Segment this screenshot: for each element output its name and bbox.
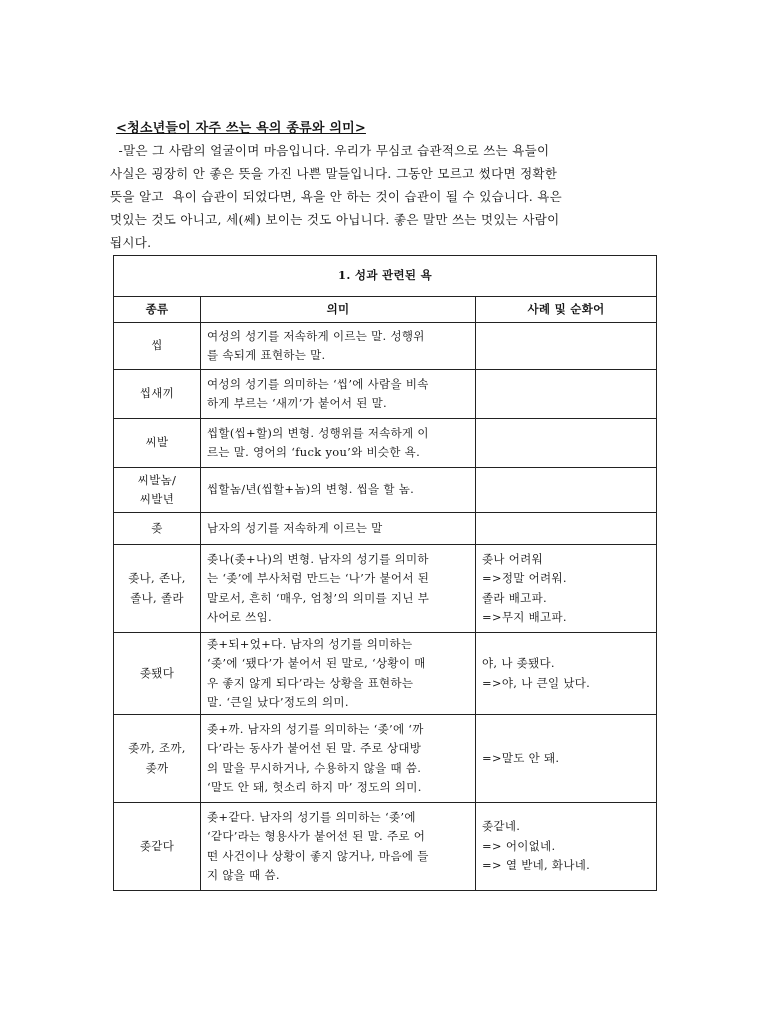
meaning-cell-line: 르는 말. 영어의 ‘fuck you’와 비슷한 욕. xyxy=(207,445,421,459)
meaning-cell-line: 는 ‘좆’에 부사처럼 만드는 ‘나’가 붙어서 된 xyxy=(207,571,430,585)
example-cell xyxy=(476,419,657,468)
table-row xyxy=(114,513,657,545)
example-cell xyxy=(476,545,657,633)
example-cell-line: 졸라 배고파. xyxy=(482,590,547,605)
intro-line: 됩시다. xyxy=(110,235,152,250)
table-row xyxy=(114,633,657,715)
term-cell xyxy=(114,323,201,370)
meaning-cell xyxy=(201,513,476,545)
example-cell-line: => 어이없네. xyxy=(482,838,556,853)
term-cell-line: 씹새끼 xyxy=(139,386,175,401)
meaning-cell-line: 지 않을 때 씀. xyxy=(207,868,280,882)
meaning-cell-line: 다’라는 동사가 붙어선 된 말. 주로 상대방 xyxy=(207,741,422,755)
column-header-example: 사례 및 순화어 xyxy=(476,297,657,323)
example-cell xyxy=(476,715,657,803)
meaning-cell-line: 좆나(좆+나)의 변형. 남자의 성기를 의미하 xyxy=(207,551,429,566)
example-cell-line: =>야, 나 큰일 났다. xyxy=(482,675,591,690)
meaning-cell-line: 여성의 성기를 저속하게 이르는 말. 성행위 xyxy=(207,328,425,343)
intro-line: 사실은 굉장히 안 좋은 뜻을 가진 나쁜 말들입니다. 그동안 모르고 썼다면 정확한 xyxy=(110,166,558,181)
example-cell-line: =>무지 배고파. xyxy=(482,610,567,624)
meaning-cell xyxy=(201,323,476,370)
term-cell-line: 좆나, 존나, xyxy=(128,571,186,585)
term-cell-line: 씹 xyxy=(151,338,163,353)
meaning-cell-line: 를 속되게 표현하는 말. xyxy=(207,348,326,362)
term-cell xyxy=(114,803,201,891)
meaning-cell xyxy=(201,545,476,633)
term-cell xyxy=(114,468,201,513)
intro-line: 뜻을 알고 욕이 습관이 되었다면, 욕을 안 하는 것이 습관이 될 수 있습니다. 욕은 xyxy=(110,189,562,204)
term-cell-line: 씨발년 xyxy=(139,492,175,506)
table-row xyxy=(114,715,657,803)
meaning-cell-line: 씹할(씹+할)의 변형. 성행위를 저속하게 이 xyxy=(207,425,429,440)
term-cell-line: 씨발놈/ xyxy=(137,472,177,487)
term-cell xyxy=(114,513,201,545)
meaning-cell xyxy=(201,370,476,419)
table-row xyxy=(114,803,657,891)
term-cell-line: 좆 xyxy=(151,520,163,535)
meaning-cell-line: 하게 부르는 ‘새끼’가 붙어서 된 말. xyxy=(207,396,387,410)
table-row xyxy=(114,419,657,468)
meaning-cell-line: 떤 사건이나 상황이 좋지 않거나, 마음에 들 xyxy=(207,848,429,863)
meaning-cell xyxy=(201,803,476,891)
term-cell-line: 좆같다 xyxy=(139,838,175,853)
intro-line: 멋있는 것도 아니고, 세(쎄) 보이는 것도 아닙니다. 좋은 말만 쓰는 멋있는 사람이 xyxy=(110,212,560,227)
meaning-cell-line: 여성의 성기를 의미하는 ‘씹’에 사람을 비속 xyxy=(207,376,429,391)
example-cell-line: 좆나 어려워 xyxy=(482,551,543,566)
meaning-cell xyxy=(201,633,476,715)
column-header-meaning: 의미 xyxy=(201,297,476,323)
table-row xyxy=(114,370,657,419)
meaning-cell-line: ‘같다’라는 형용사가 붙어선 된 말. 주로 어 xyxy=(207,829,426,843)
example-cell-line: 좆같네. xyxy=(482,819,521,834)
table-row xyxy=(114,545,657,633)
meaning-cell-line: 좆+같다. 남자의 성기를 의미하는 ‘좆’에 xyxy=(207,809,416,824)
term-cell-line: 좆까 xyxy=(145,760,169,775)
example-cell xyxy=(476,468,657,513)
meaning-cell-line: 우 좋지 않게 되다’라는 상황을 표현하는 xyxy=(207,675,414,690)
example-cell xyxy=(476,513,657,545)
example-cell-line: 야, 나 좆됐다. xyxy=(482,656,555,670)
term-cell-line: 좆됐다 xyxy=(139,665,175,680)
profanity-table xyxy=(113,255,657,891)
table-caption: 1. 성과 관련된 욕 xyxy=(114,256,657,297)
term-cell-line: 씨발 xyxy=(145,435,169,450)
meaning-cell-line: 사어로 쓰임. xyxy=(207,610,272,624)
term-cell xyxy=(114,370,201,419)
document-title: <청소년들이 자주 쓰는 욕의 종류와 의미> xyxy=(116,121,366,136)
column-header-type: 종류 xyxy=(114,297,201,323)
meaning-cell-line: 말로서, 흔히 ‘매우, 엄청’의 의미를 지닌 부 xyxy=(207,590,430,605)
table-row xyxy=(114,323,657,370)
meaning-cell-line: 좆+되+었+다. 남자의 성기를 의미하는 xyxy=(207,636,413,651)
meaning-cell-line: 좆+까. 남자의 성기를 의미하는 ‘좆’에 ‘까 xyxy=(207,721,424,736)
term-cell xyxy=(114,545,201,633)
meaning-cell-line: 말. ‘큰일 났다’정도의 의미. xyxy=(207,695,349,709)
example-cell xyxy=(476,803,657,891)
meaning-cell-line: ‘좆’에 ‘됐다’가 붙어서 된 말로, ‘상황이 매 xyxy=(207,656,426,670)
term-cell xyxy=(114,419,201,468)
meaning-cell xyxy=(201,468,476,513)
term-cell xyxy=(114,715,201,803)
meaning-cell-line: 씹할놈/년(씹할+놈)의 변형. 씹을 할 놈. xyxy=(207,482,415,497)
term-cell-line: 졸나, 졸라 xyxy=(130,590,184,605)
meaning-cell-line: 의 말을 무시하거나, 수용하지 않을 때 씀. xyxy=(207,760,422,775)
example-cell xyxy=(476,633,657,715)
meaning-cell xyxy=(201,419,476,468)
example-cell-line: => 열 받네, 화나네. xyxy=(482,858,591,873)
term-cell-line: 좆까, 조까, xyxy=(128,741,186,755)
example-cell xyxy=(476,323,657,370)
intro-paragraph xyxy=(110,139,662,254)
meaning-cell-line: 남자의 성기를 저속하게 이르는 말 xyxy=(207,520,383,535)
intro-line: -말은 그 사람의 얼굴이며 마음입니다. 우리가 무심코 습관적으로 쓰는 욕들이 xyxy=(110,143,550,158)
example-cell xyxy=(476,370,657,419)
meaning-cell xyxy=(201,715,476,803)
example-cell-line: =>말도 안 돼. xyxy=(482,750,560,765)
meaning-cell-line: ‘말도 안 돼, 헛소리 하지 마’ 정도의 의미. xyxy=(207,780,422,794)
term-cell xyxy=(114,633,201,715)
table-row xyxy=(114,468,657,513)
example-cell-line: =>정말 어려워. xyxy=(482,571,567,585)
